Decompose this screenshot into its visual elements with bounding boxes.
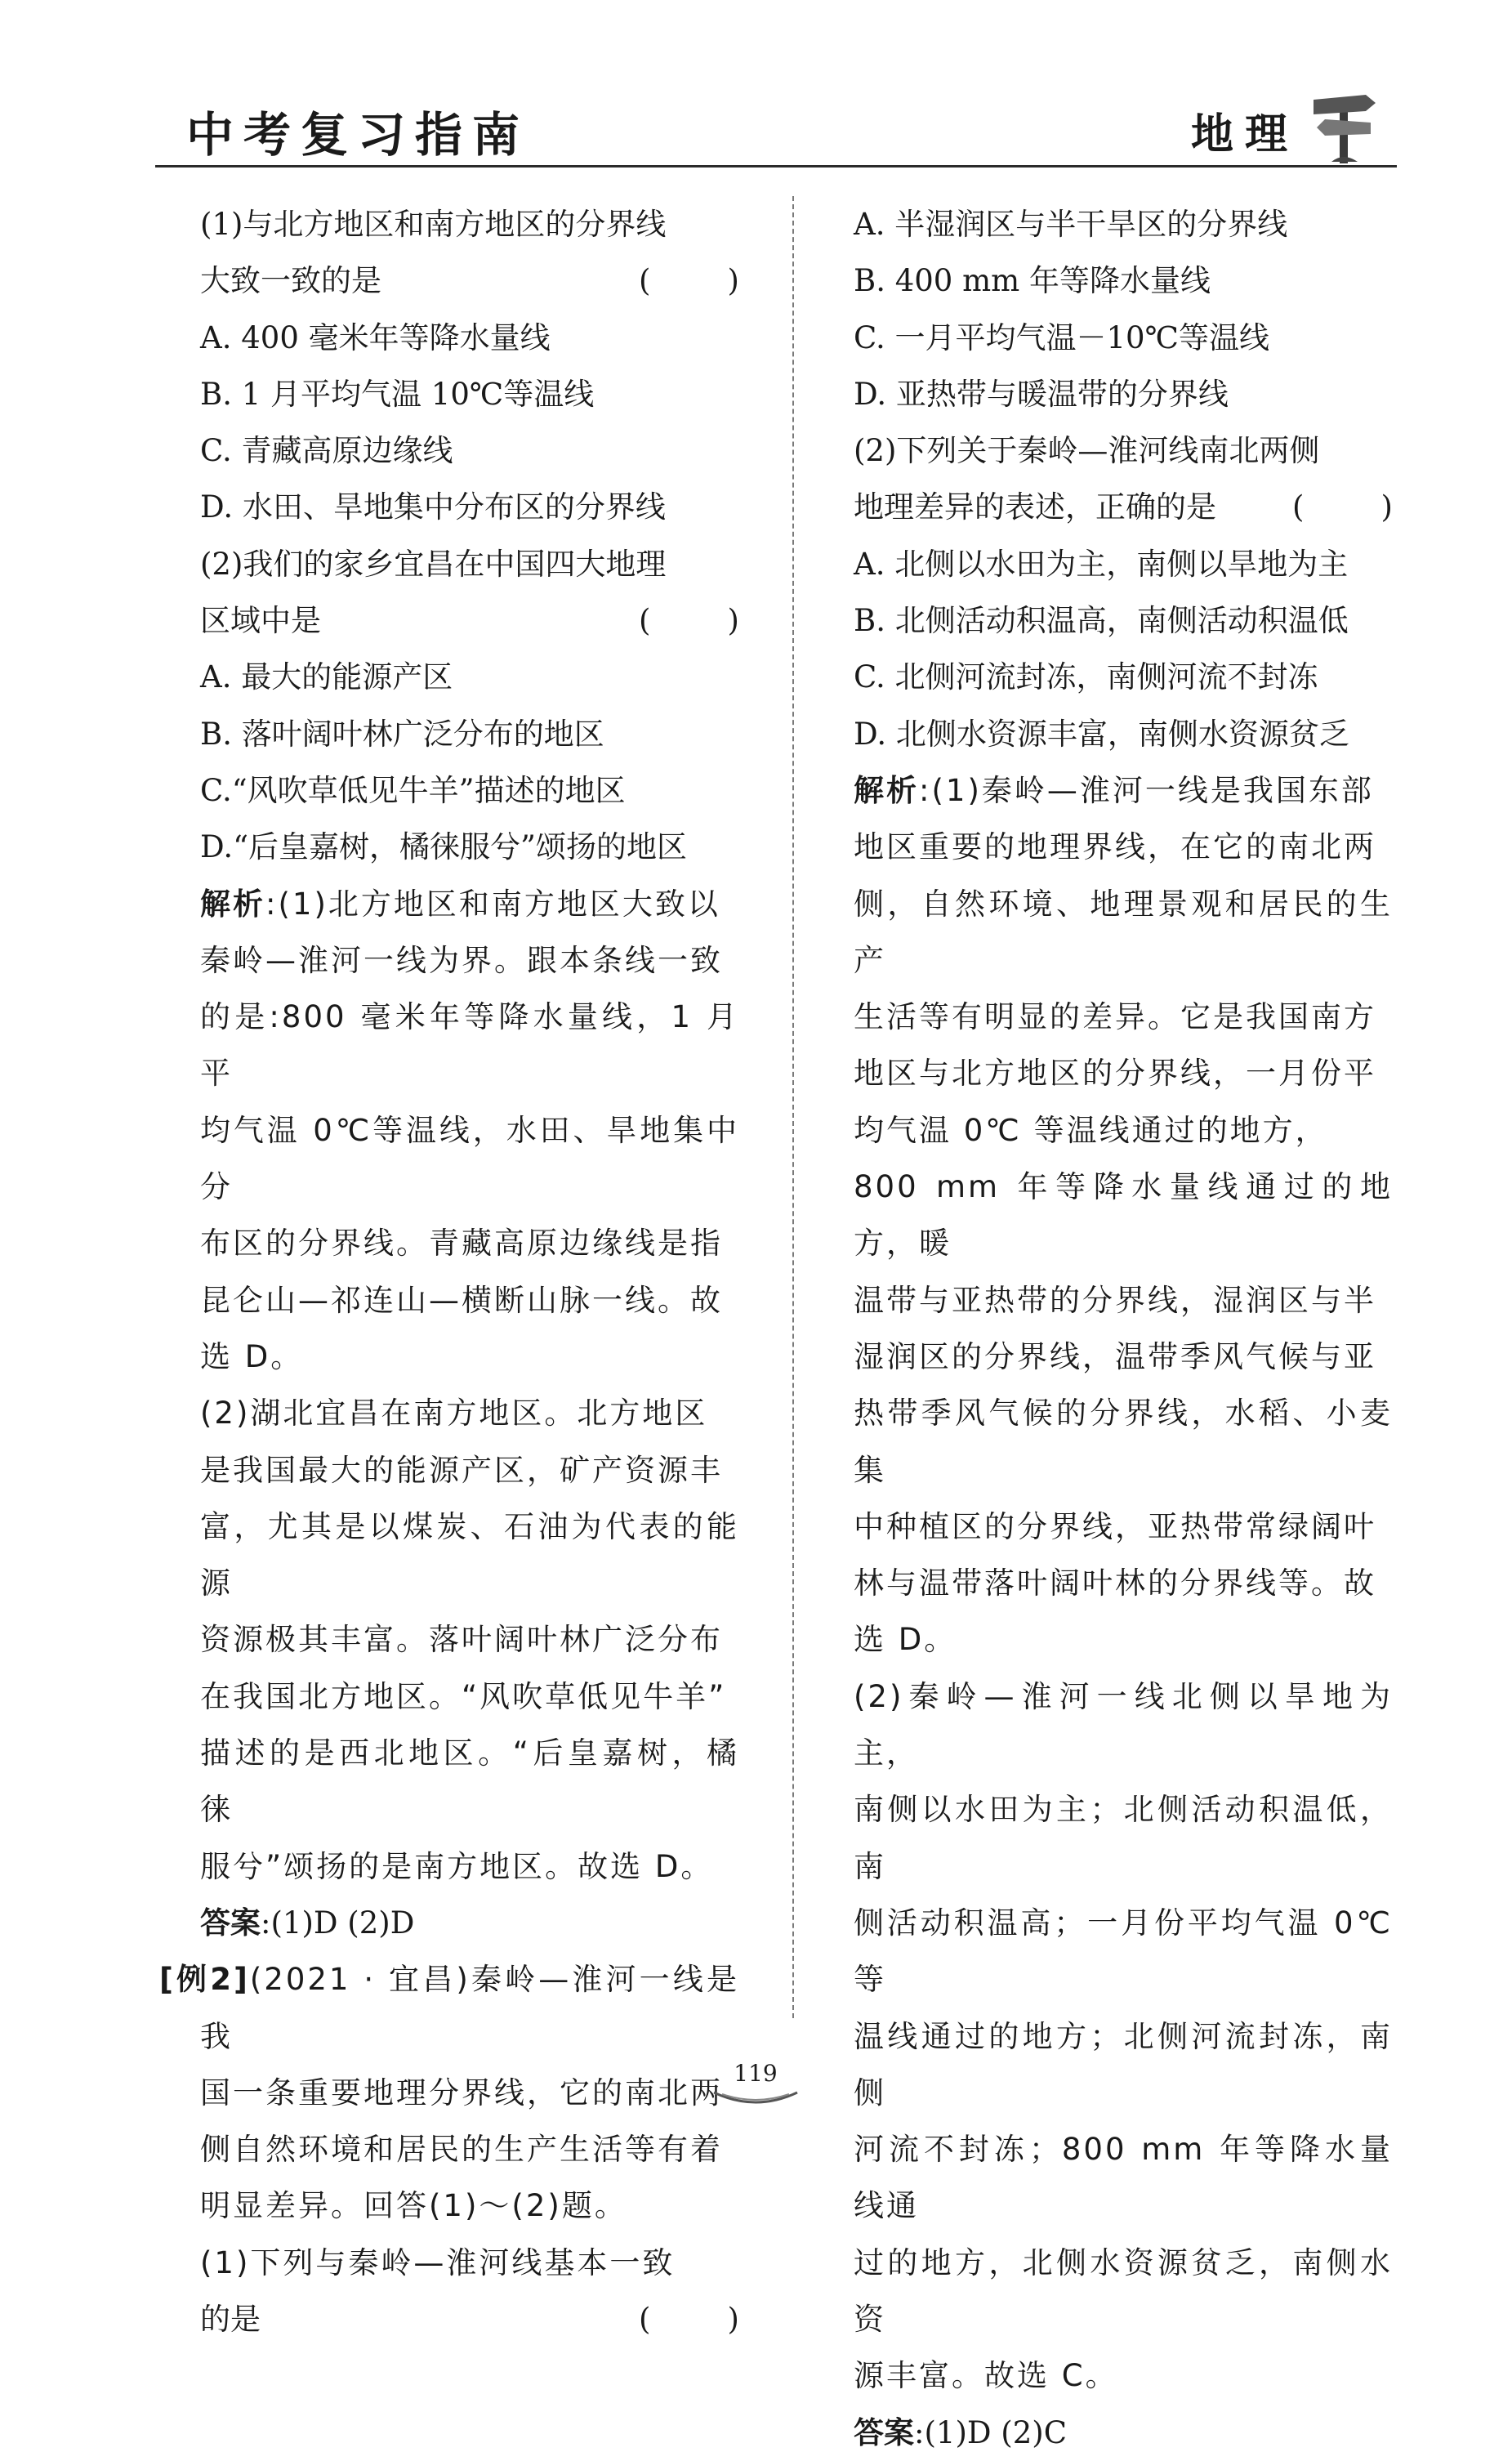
analysis-line: 解析:(1)秦岭—淮河一线是我国东部 (854, 772, 1374, 808)
header-rule (155, 165, 1397, 167)
page-number: 119 (734, 2060, 778, 2087)
answer-paren: ( ) (639, 2301, 739, 2337)
analysis-line: 是我国最大的能源产区，矿产资源丰 (200, 1452, 723, 1488)
answer-paren: ( ) (639, 263, 739, 299)
analysis-line: (2)湖北宜昌在南方地区。北方地区 (200, 1396, 708, 1431)
analysis-line: 昆仑山—祁连山—横断山脉一线。故 (200, 1282, 723, 1318)
analysis-line: 生活等有明显的差异。它是我国南方 (854, 999, 1376, 1035)
ex2-q1-option-c: C. 一月平均气温－10℃等温线 (854, 319, 1269, 355)
analysis-line: 侧，自然环境、地理景观和居民的生产 (854, 886, 1393, 978)
analysis-line: 河流不封冻；800 mm 年等降水量线通 (854, 2132, 1393, 2224)
ex2-q1-option-d: D. 亚热带与暖温带的分界线 (854, 376, 1229, 412)
answer-label: 答案 (200, 1905, 261, 1941)
analysis-line: 温带与亚热带的分界线，湿润区与半 (854, 1282, 1376, 1318)
book-title: 中考复习指南 (186, 107, 530, 163)
ex2-q2-option-d: D. 北侧水资源丰富，南侧水资源贫乏 (854, 716, 1349, 752)
analysis-line: 解析:(1)北方地区和南方地区大致以 (200, 886, 720, 922)
analysis-line: 描述的是西北地区。“后皇嘉树，橘徕 (200, 1735, 739, 1828)
analysis-line: 选 D。 (200, 1338, 304, 1374)
q2-stem-line: (2)我们的家乡宜昌在中国四大地理 (200, 546, 667, 582)
example-2-line: 明显差异。回答(1)～(2)题。 (200, 2188, 627, 2224)
analysis-label: 解析 (854, 772, 919, 808)
q1-option-d: D. 水田、旱地集中分布区的分界线 (200, 489, 666, 525)
analysis-line: 富，尤其是以煤炭、石油为代表的能源 (200, 1508, 739, 1601)
ex2-q1-stem-line: 的是 ( ) (200, 2291, 739, 2347)
q2-option-a: A. 最大的能源产区 (200, 659, 453, 695)
q1-option-c: C. 青藏高原边缘线 (200, 433, 453, 469)
analysis-line: 南侧以水田为主；北侧活动积温低，南 (854, 1792, 1393, 1884)
ex2-q1-stem-line: (1)下列与秦岭—淮河线基本一致 (200, 2244, 676, 2280)
answer-label: 答案 (854, 2414, 914, 2450)
analysis-line: 林与温带落叶阔叶林的分界线等。故 (854, 1565, 1376, 1601)
q2-option-b: B. 落叶阔叶林广泛分布的地区 (200, 716, 604, 752)
q2-stem-line: 区域中是 ( ) (200, 592, 739, 649)
analysis-line: 侧活动积温高；一月份平均气温 0℃等 (854, 1905, 1393, 1998)
analysis-line: 选 D。 (854, 1622, 957, 1658)
signpost-icon (1309, 87, 1380, 165)
column-divider (792, 196, 794, 2018)
analysis-line: 地区与北方地区的分界线，一月份平 (854, 1056, 1376, 1092)
example-2-tag: [例2] (159, 1962, 250, 1998)
ex2-q1-option-b: B. 400 mm 年等降水量线 (854, 263, 1211, 299)
subject-title: 地理 (1190, 109, 1299, 159)
answer-paren: ( ) (1292, 489, 1393, 525)
q2-option-c: C.“风吹草低见牛羊”描述的地区 (200, 772, 626, 808)
ex2-q2-option-b: B. 北侧活动积温高，南侧活动积温低 (854, 603, 1349, 639)
analysis-line: 服兮”颂扬的是南方地区。故选 D。 (200, 1848, 714, 1884)
q1-stem-line: (1)与北方地区和南方地区的分界线 (200, 207, 667, 242)
analysis-line: 源丰富。故选 C。 (854, 2358, 1118, 2394)
ex2-q2-stem-line: 地理差异的表述，正确的是 ( ) (854, 479, 1393, 535)
q2-option-d: D.“后皇嘉树，橘徕服兮”颂扬的地区 (200, 829, 687, 865)
ex2-q1-option-a: A. 半湿润区与半干旱区的分界线 (854, 207, 1288, 242)
analysis-line: 温线通过的地方；北侧河流封冻，南侧 (854, 2018, 1393, 2110)
answer-paren: ( ) (639, 603, 739, 639)
example-2-line: [例2](2021 · 宜昌)秦岭—淮河一线是我 (159, 1962, 739, 2054)
analysis-line: 资源极其丰富。落叶阔叶林广泛分布 (200, 1622, 723, 1658)
left-column (159, 196, 739, 2347)
analysis-line: (2)秦岭—淮河一线北侧以旱地为主， (854, 1678, 1393, 1771)
analysis-line: 均气温 0℃等温线，水田、旱地集中分 (200, 1112, 739, 1205)
page-number-badge (711, 2055, 801, 2104)
answer-line: 答案:(1)D (2)D (200, 1905, 415, 1941)
analysis-line: 在我国北方地区。“风吹草低见牛羊” (200, 1678, 727, 1714)
example-2-line: 侧自然环境和居民的生产生活等有着 (200, 2132, 723, 2168)
page-header (155, 90, 1397, 167)
analysis-line: 800 mm 年等降水量线通过的地方，暖 (854, 1169, 1393, 1262)
analysis-line: 中种植区的分界线，亚热带常绿阔叶 (854, 1508, 1376, 1544)
ex2-q2-stem-line: (2)下列关于秦岭—淮河线南北两侧 (854, 433, 1320, 469)
answer-line: 答案:(1)D (2)C (854, 2414, 1068, 2450)
analysis-line: 湿润区的分界线，温带季风气候与亚 (854, 1338, 1376, 1374)
analysis-line: 布区的分界线。青藏高原边缘线是指 (200, 1226, 723, 1262)
q1-stem-line: 大致一致的是 ( ) (200, 252, 739, 309)
analysis-line: 过的地方，北侧水资源贫乏，南侧水资 (854, 2244, 1393, 2337)
example-2-line: 国一条重要地理分界线，它的南北两 (200, 2075, 723, 2110)
analysis-label: 解析 (200, 886, 265, 922)
analysis-line: 热带季风气候的分界线，水稻、小麦集 (854, 1396, 1393, 1488)
ex2-q2-option-c: C. 北侧河流封冻，南侧河流不封冻 (854, 659, 1318, 695)
q1-option-a: A. 400 毫米年等降水量线 (200, 319, 551, 355)
ex2-q2-option-a: A. 北侧以水田为主，南侧以旱地为主 (854, 546, 1349, 582)
analysis-line: 秦岭—淮河一线为界。跟本条线一致 (200, 942, 723, 978)
right-column (854, 196, 1393, 2461)
analysis-line: 均气温 0℃ 等温线通过的地方， (854, 1112, 1328, 1148)
q1-option-b: B. 1 月平均气温 10℃等温线 (200, 376, 595, 412)
analysis-line: 的是:800 毫米年等降水量线，1 月平 (200, 999, 739, 1092)
analysis-line: 地区重要的地理界线，在它的南北两 (854, 829, 1376, 865)
